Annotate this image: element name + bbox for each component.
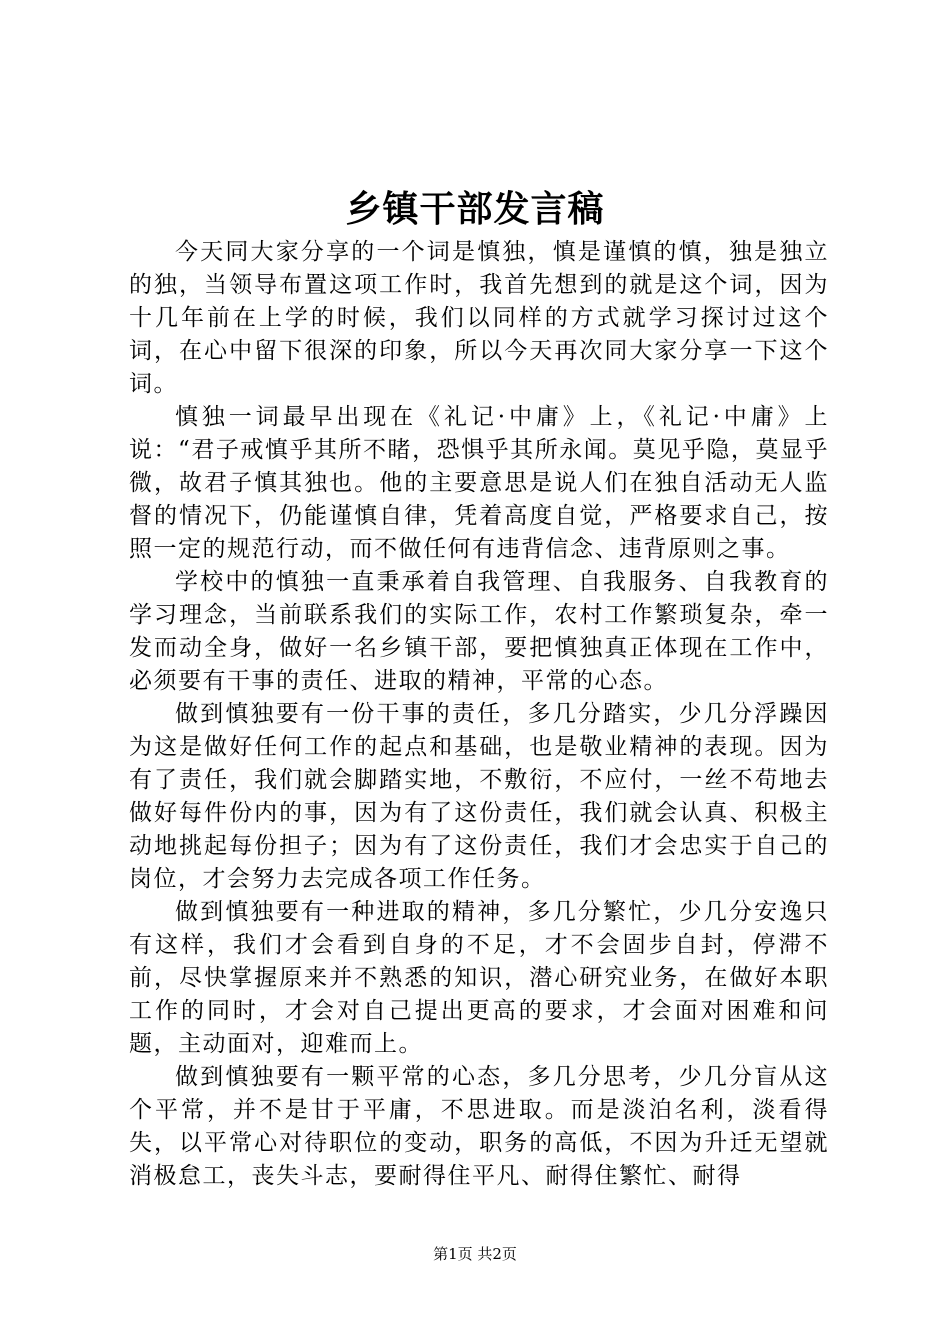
document-title: 乡镇干部发言稿 — [345, 189, 605, 230]
paragraph-4: 做到慎独要有一份干事的责任，多几分踏实，少几分浮躁因为这是做好任何工作的起点和基础，也是敬业精神的表现。因为有了责任，我们就会脚踏实地，不敷衍，不应付，一丝不苟地去做好每件份内的事，因为有了这份责任，我们就会认真、积极主动地挑起每份担子；因为有了这份责任，我们才会忠实于自己的岗位，才会努力去完成各项工作任务。 — [129, 701, 829, 892]
page-footer: 第1页 共2页 — [433, 1245, 517, 1263]
paragraph-3: 学校中的慎独一直秉承着自我管理、自我服务、自我教育的学习理念，当前联系我们的实际工作，农村工作繁琐复杂，牵一发而动全身，做好一名乡镇干部，要把慎独真正体现在工作中，必须要有干事的责任、进取的精神，平常的心态。 — [129, 569, 829, 694]
paragraph-1: 今天同大家分享的一个词是慎独，慎是谨慎的慎，独是独立的独，当领导布置这项工作时，我首先想到的就是这个词，因为十几年前在上学的时候，我们以同样的方式就学习探讨过这个词，在心中留下很深的印象，所以今天再次同大家分享一下这个词。 — [129, 239, 829, 397]
paragraph-5: 做到慎独要有一种进取的精神，多几分繁忙，少几分安逸只有这样，我们才会看到自身的不足，才不会固步自封，停滞不前，尽快掌握原来并不熟悉的知识，潜心研究业务，在做好本职工作的同时，才会对自己提出更高的要求，才会面对困难和问题，主动面对，迎难而上。 — [129, 899, 829, 1057]
document-body — [129, 236, 829, 1193]
paragraph-6: 做到慎独要有一颗平常的心态，多几分思考，少几分盲从这个平常，并不是甘于平庸，不思进取。而是淡泊名利，淡看得失，以平常心对待职位的变动，职务的高低，不因为升迁无望就消极怠工，丧失斗志，要耐得住平凡、耐得住繁忙、耐得 — [129, 1064, 829, 1189]
paragraph-2: 慎独一词最早出现在《礼记·中庸》上，《礼记·中庸》上说：“君子戒慎乎其所不睹，恐惧乎其所永闻。莫见乎隐，莫显乎微，故君子慎其独也。他的主要意思是说人们在独自活动无人监督的情况下，仍能谨慎自律，凭着高度自觉，严格要求自己，按照一定的规范行动，而不做任何有违背信念、违背原则之事。 — [129, 404, 829, 562]
